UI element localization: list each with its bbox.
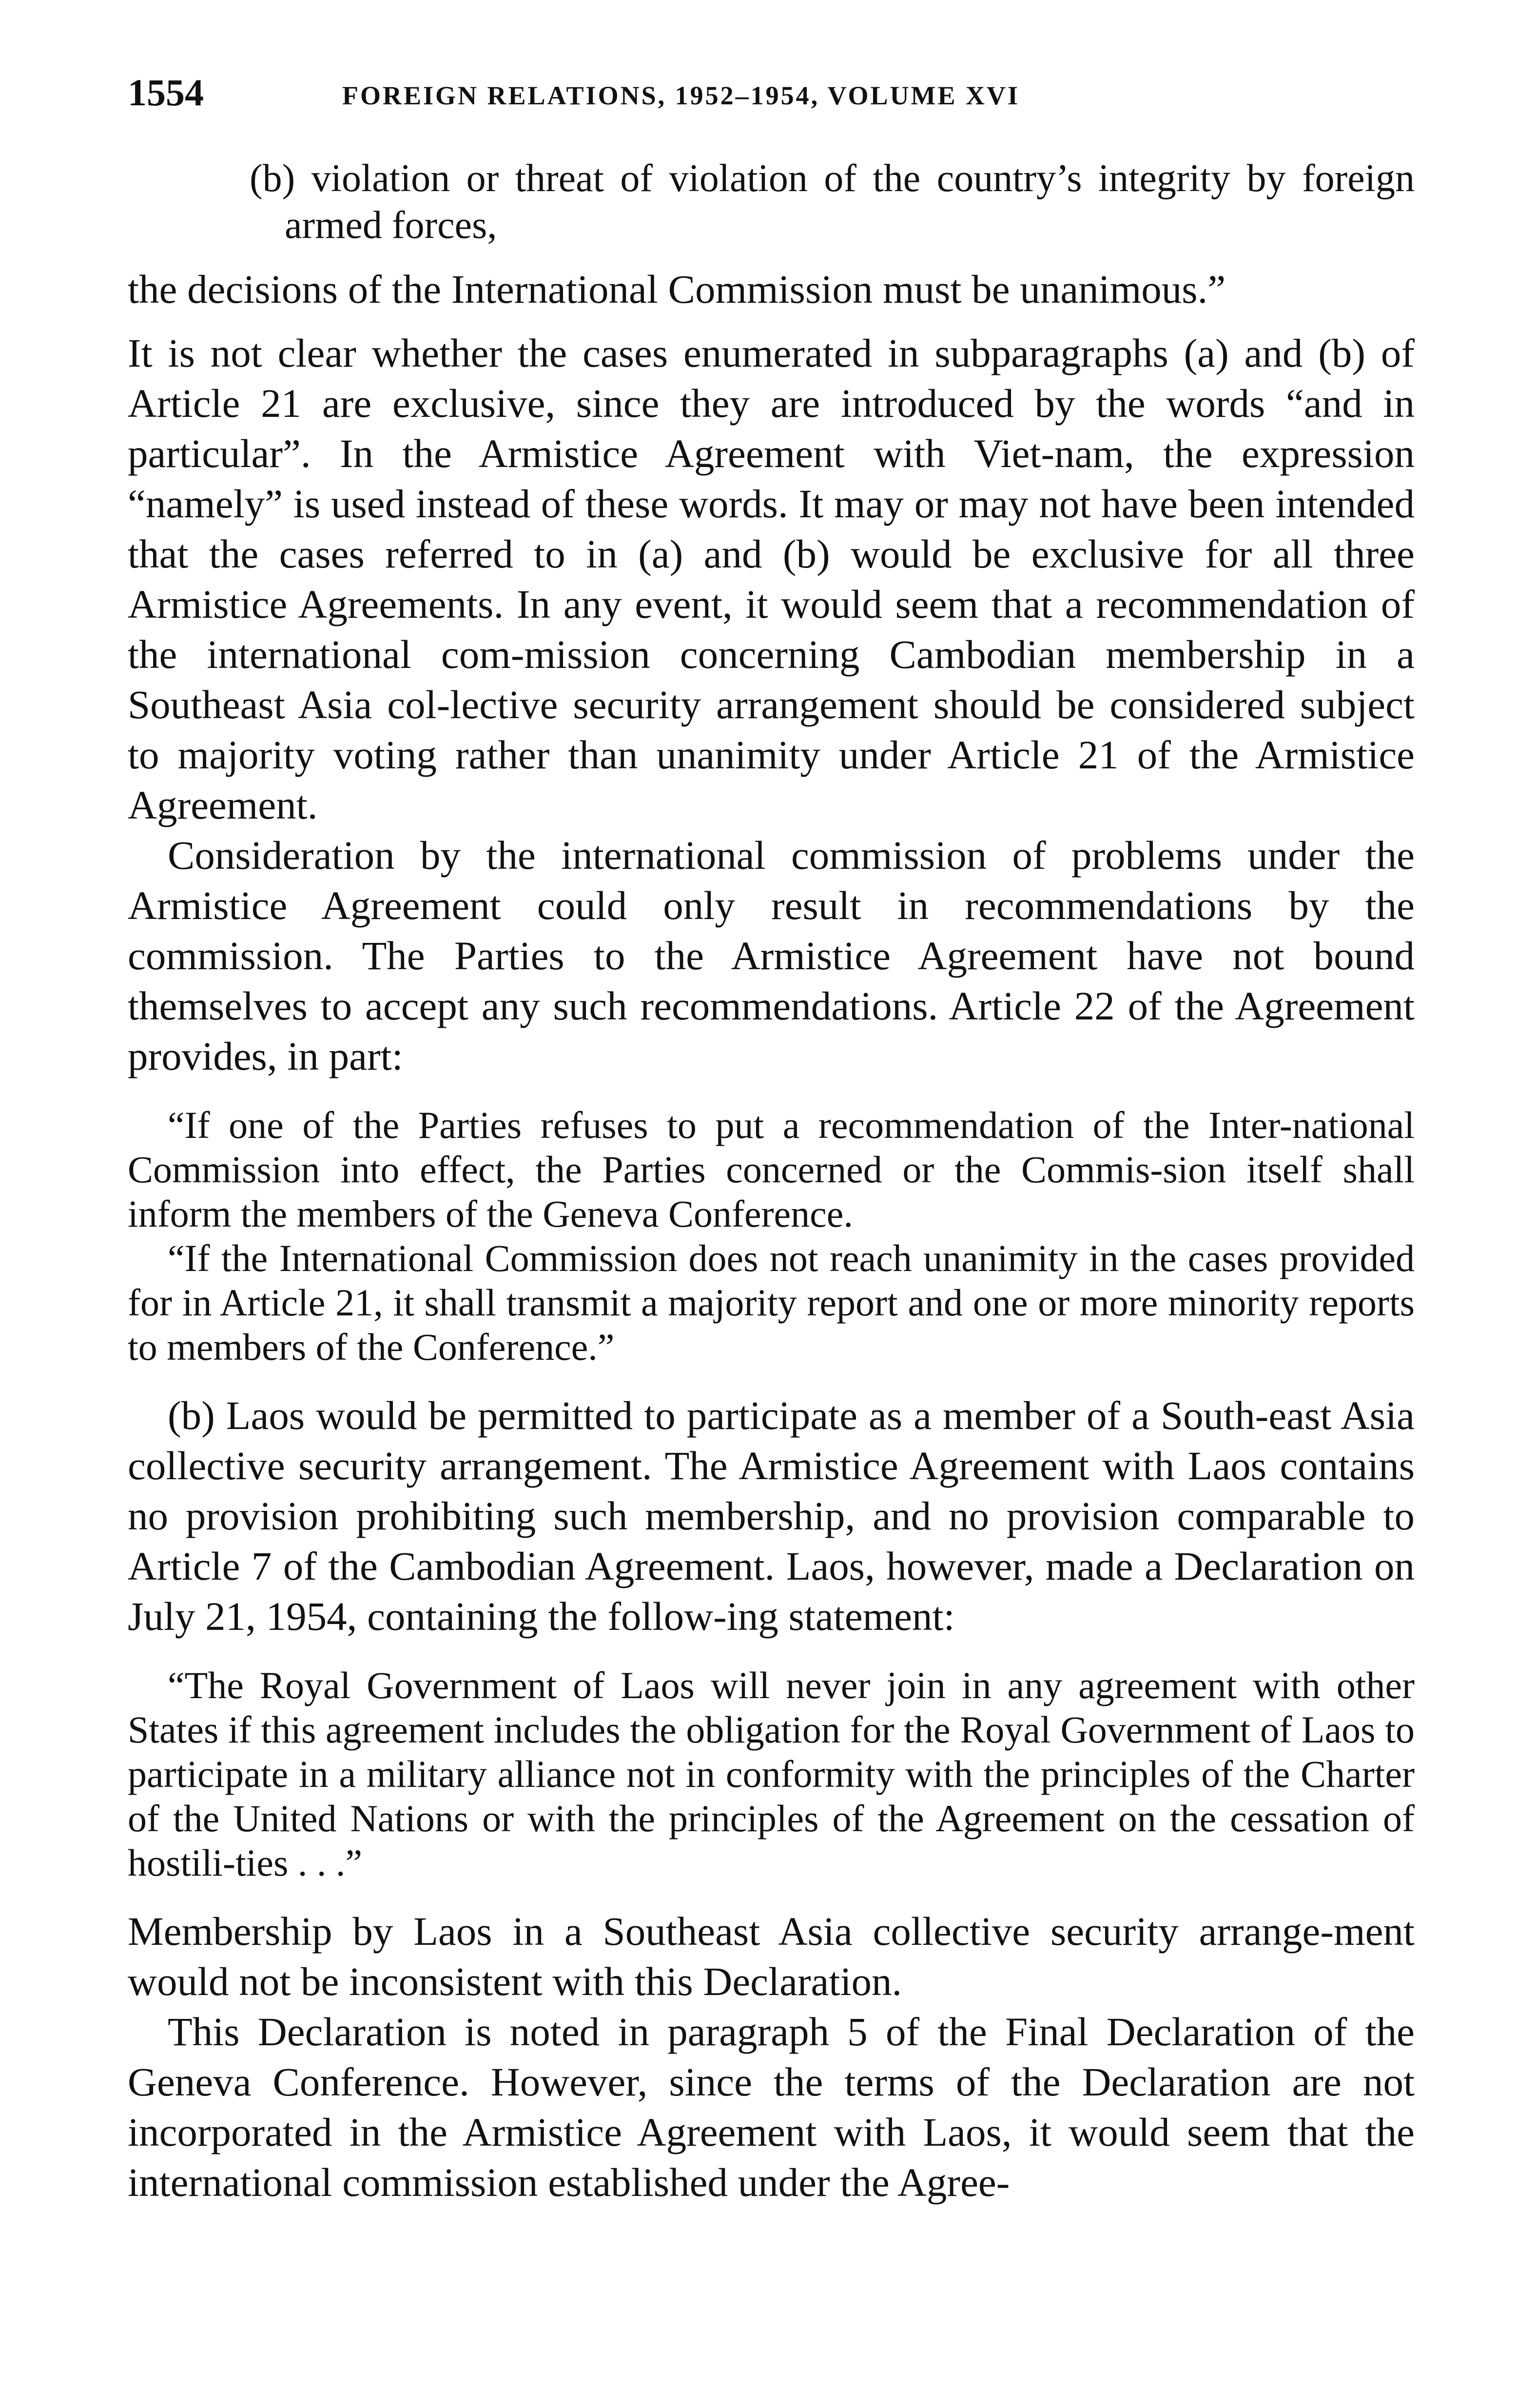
quote-laos-declaration: “The Royal Government of Laos will never join in any agreement with other States if this agreement includes the obligation for the Royal Government of Laos to participate in a military alliance not in conformity with the principles of the Charter of the United Nations or with the principles of the Agreement on the cessation of hostili-ties . . .” <box>128 1664 1415 1884</box>
paragraph-membership: Membership by Laos in a Southeast Asia collective security arrange-ment would not be inconsistent with this Declaration. <box>128 1909 1415 2004</box>
quote-article-22-part-2: “If the International Commission does not reach unanimity in the cases provided for in Article 21, it shall transmit a majority report and one or more minority reports to members of the Conference.” <box>128 1237 1415 1368</box>
subparagraph-b: (b) violation or threat of violation of the country’s integrity by foreign armed forces, <box>250 157 1415 247</box>
page-number: 1554 <box>128 71 204 114</box>
quote-article-22-part-1: “If one of the Parties refuses to put a recommendation of the Inter-national Commission into effect, the Parties concerned or the Commis-sion itself shall inform the members of the Geneva Conference. <box>128 1104 1415 1235</box>
paragraph-laos: (b) Laos would be permitted to participate as a member of a South-east Asia collective security arrangement. The Armistice Agreement with Laos contains no provision prohibiting such membership, and no provision comparable to Article 7 of the Cambodian Agreement. Laos, however, made a Declaration on July 21, 1954, containing the follow-ing statement: <box>128 1393 1415 1639</box>
paragraph-final-declaration: This Declaration is noted in paragraph 5 of the Final Declaration of the Geneva Conference. However, since the terms of the Declaration are not incorporated in the Armistice Agreement with Laos, it would seem that the international commission established under the Agree- <box>128 2009 1415 2205</box>
paragraph-consideration: Consideration by the international commission of problems under the Armistice Agreement could only result in recommendations by the commission. The Parties to the Armistice Agreement have not bound themselves to accept any such recommendations. Article 22 of the Agreement provides, in part: <box>128 833 1415 1078</box>
page-header <box>128 63 1415 122</box>
paragraph-article-21: It is not clear whether the cases enumerated in subparagraphs (a) and (b) of Article 21 are exclusive, since they are introduced by the words “and in particular”. In the Armistice Agreement with Viet-nam, the expression “namely” is used instead of these words. It may or may not have been intended that the cases referred to in (a) and (b) would be exclusive for all three Armistice Agreements. In any event, it would seem that a recommendation of the international com-mission concerning Cambodian membership in a Southeast Asia col-lective security arrangement should be considered subject to majority voting rather than unanimity under Article 21 of the Armistice Agreement. <box>128 331 1415 827</box>
body-text <box>128 155 1415 2208</box>
paragraph-conclusion: the decisions of the International Commission must be unanimous.” <box>128 267 1226 312</box>
running-head: FOREIGN RELATIONS, 1952–1954, VOLUME XVI <box>342 81 1020 110</box>
